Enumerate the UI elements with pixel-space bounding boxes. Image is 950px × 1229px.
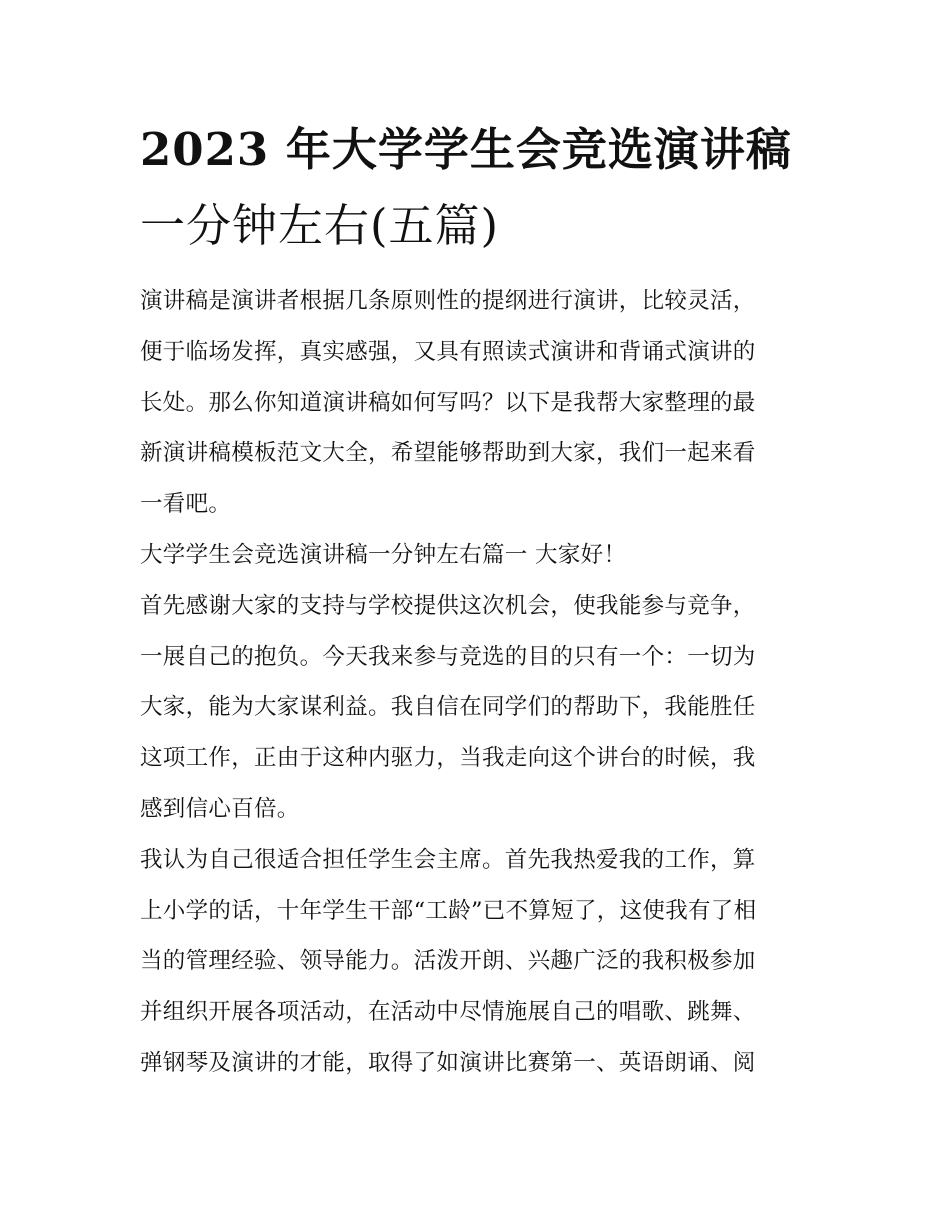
body-line: 首先感谢大家的支持与学校提供这次机会，使我能参与竞争， [140,592,756,619]
title-line-2: 一分钟左右(五篇) [140,199,500,252]
body-line: 一展自己的抱负。今天我来参与竞选的目的只有一个：一切为 [140,643,756,670]
body-line: 弹钢琴及演讲的才能，取得了如演讲比赛第一、英语朗诵、阅 [140,1049,756,1076]
section-heading-line: 大学学生会竞选演讲稿一分钟左右篇一 大家好！ [140,541,627,568]
body-line: 并组织开展各项活动，在活动中尽情施展自己的唱歌、跳舞、 [140,999,756,1026]
body-line: 便于临场发挥，真实感强，又具有照读式演讲和背诵式演讲的 [140,338,756,365]
body-line: 一看吧。 [140,491,232,518]
body-line: 新演讲稿模板范文大全，希望能够帮助到大家，我们一起来看 [140,440,756,467]
body-line: 长处。那么你知道演讲稿如何写吗？以下是我帮大家整理的最 [140,389,756,416]
title-line-1: 2023 年大学学生会竞选演讲稿 [140,123,792,176]
body-line: 感到信心百倍。 [140,795,300,822]
body-line: 这项工作，正由于这种内驱力，当我走向这个讲台的时候，我 [140,745,756,772]
body-line: 我认为自己很适合担任学生会主席。首先我热爱我的工作，算 [140,846,756,873]
body-line: 当的管理经验、领导能力。活泼开朗、兴趣广泛的我积极参加 [140,948,756,975]
body-line: 上小学的话，十年学生干部“工龄”已不算短了，这使我有了相 [140,897,757,924]
document-body [140,276,820,1089]
body-line: 大家，能为大家谋利益。我自信在同学们的帮助下，我能胜任 [140,694,756,721]
document-title [140,112,820,264]
body-line: 演讲稿是演讲者根据几条原则性的提纲进行演讲，比较灵活， [140,288,756,314]
